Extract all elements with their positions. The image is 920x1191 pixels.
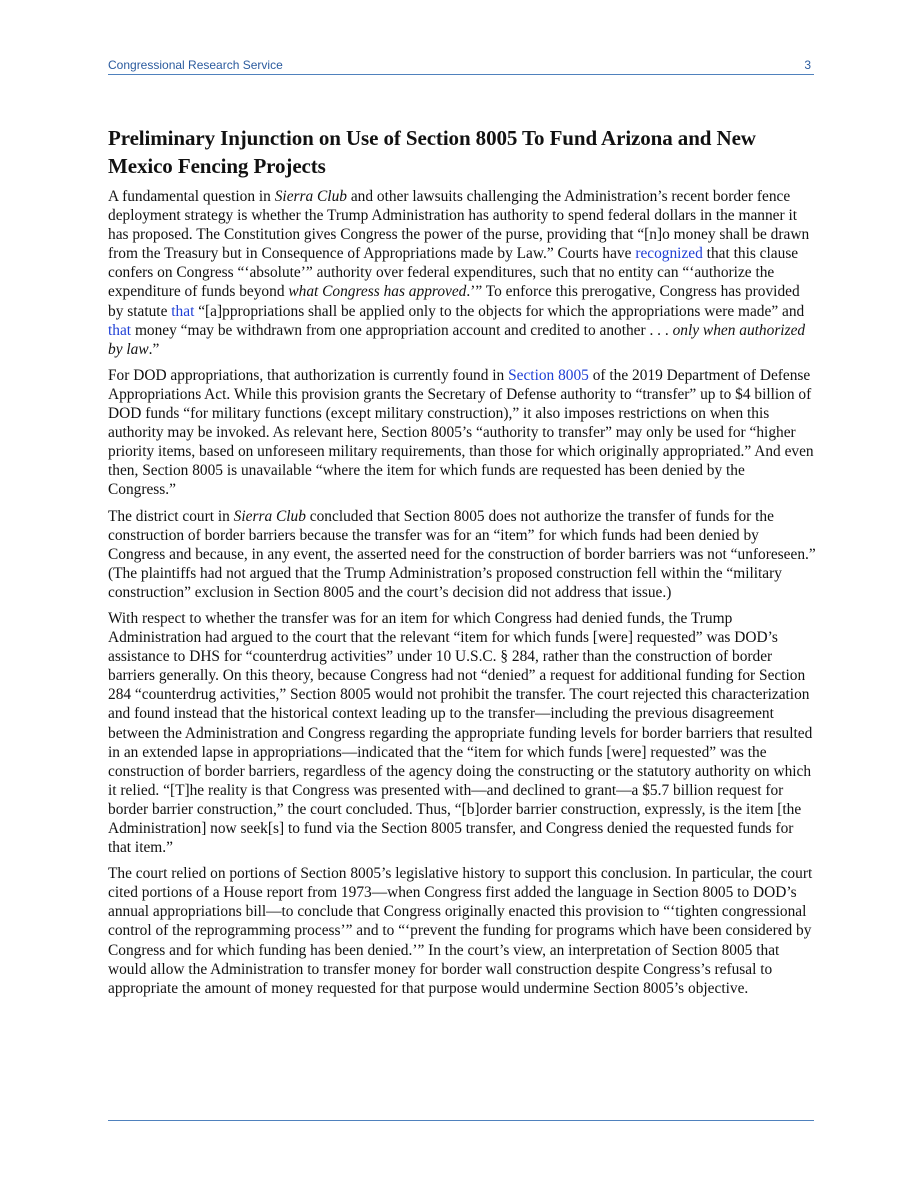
text-run: and other lawsuits challenging the Administration’s recent border fence deployment strategy is whether the Trump Administration has authority to spend federal dollars in the manner it has proposed. The Constitution gives Congress the power of the purse, providing that “[n]o money shall be drawn from the Treasury but in Consequence of Appropriations made by Law.” Courts have	[108, 188, 810, 263]
case-name: Sierra Club	[233, 507, 306, 525]
text-run: of the 2019 Department of Defense Appropriations Act. While this provision grants the Secretary of Defense authority to “transfer” up to $4 billion of DOD funds “for military functions (except military construction),” it also imposes restrictions on when this authority may be invoked. As relevant here, Section 8005’s “authority to transfer” may only be used for “higher priority items, based on unforeseen military requirements, than those for which originally appropriated.” And even then, Section 8005 is unavailable “where the item for which funds are requested has been denied by the Congress.”	[108, 366, 814, 499]
main-content	[108, 124, 816, 1005]
paragraph-4: With respect to whether the transfer was for an item for which Congress had denied funds, the Trump Administration had argued to the court that the relevant “item for which funds [were] requested” was DOD’s assistance to DHS for “counterdrug activities” under 10 U.S.C. § 284, rather than the construction of border barriers generally. On this theory, because Congress had not “denied” a request for additional funding for Section 284 “counterdrug activities,” Section 8005 would not prohibit the transfer. The court rejected this characterization and found instead that the historical context leading up to the transfer—including the previous disagreement between the Administration and Congress regarding the appropriate funding levels for border barriers that resulted in an extended lapse in appropriations—indicated that the “item for which funds [were] requested” was the construction of border barriers, regardless of the agency doing the constructing or the statutory authority on which it relied. “[T]he reality is that Congress was presented with—and declined to grant—a $5.7 billion request for border barrier construction,” the court concluded. Thus, “[b]order barrier construction, expressly, is the item [the Administration] now seek[s] to fund via the Section 8005 transfer, and Congress denied the requested funds for that item.”	[108, 609, 813, 857]
page-number: 3	[804, 58, 811, 72]
paragraph-5: The court relied on portions of Section 8005’s legislative history to support this conclusion. In particular, the court cited portions of a House report from 1973—when Congress first added the language in Section 8005 to DOD’s annual appropriations bill—to conclude that Congress originally enacted this provision to “‘tighten congressional control of the reprogramming process’” and to “‘prevent the funding for programs which have been considered by Congress and for which funding has been denied.’” In the court’s view, an interpretation of Section 8005 that would allow the Administration to transfer money for border wall construction despite Congress’s refusal to appropriate the amount of money requested for that purpose would undermine Section 8005’s objective.	[108, 865, 813, 997]
link-recognized[interactable]: recognized	[635, 245, 703, 263]
case-name: Sierra Club	[274, 188, 347, 205]
text-run: .”	[148, 340, 160, 358]
link-that-money[interactable]: that	[108, 321, 132, 339]
text-run: .’” To enforce this prerogative, Congress has provided by statute	[108, 283, 800, 320]
text-run: A fundamental question in	[108, 188, 275, 205]
text-run: The district court in	[108, 507, 234, 525]
italic-phrase: what Congress has approved	[288, 283, 467, 301]
italic-phrase: only when authorized by law	[108, 321, 806, 358]
paragraph-3	[108, 507, 816, 602]
header-org: Congressional Research Service	[108, 58, 283, 72]
section-title: Preliminary Injunction on Use of Section 8005 To Fund Arizona and New Mexico Fencing Projects	[108, 126, 756, 178]
text-run: concluded that Section 8005 does not authorize the transfer of funds for the construction of border barriers because the transfer was for an “item” for which funds had been denied by Congress and because, in any event, the asserted need for the construction of border barriers was not “unforeseen.” (The plaintiffs had not argued that the Trump Administration’s proposed construction fell within the “military construction” exclusion in Section 8005 and the court’s decision did not address that issue.)	[108, 507, 816, 601]
paragraph-2	[108, 366, 816, 500]
text-run: For DOD appropriations, that authorization is currently found in	[108, 366, 509, 384]
paragraph-1	[108, 187, 816, 359]
text-run: that this clause confers on Congress “‘absolute’” authority over federal expenditures, such that no entity can “‘authorize the expenditure of funds beyond	[108, 245, 799, 301]
link-that-statute[interactable]: that	[171, 302, 195, 320]
link-section-8005[interactable]: Section 8005	[508, 366, 589, 384]
text-run: “[a]ppropriations shall be applied only to the objects for which the appropriations were made” and	[194, 302, 805, 320]
footer-divider	[108, 1120, 814, 1121]
running-header	[108, 58, 814, 75]
text-run: money “may be withdrawn from one appropriation account and credited to another . . .	[131, 321, 673, 339]
